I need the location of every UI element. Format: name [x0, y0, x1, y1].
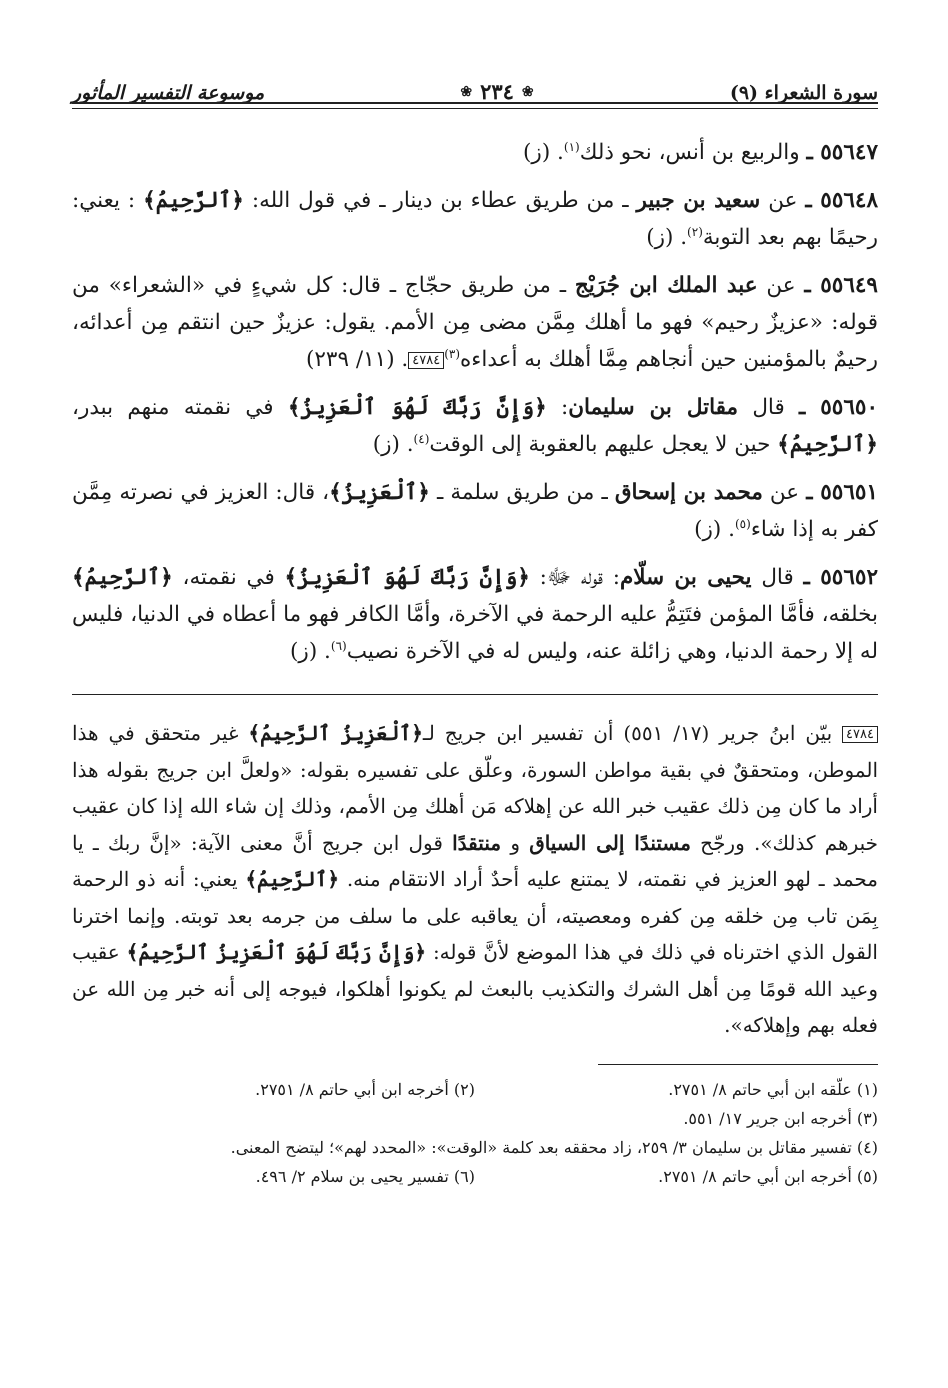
entry: ٥٥٦٤٨ ـ عن سعيد بن جبير ـ من طريق عطاء بن دينار ـ في قول الله: ﴿ٱلرَّحِيمُ﴾ : يعني: رحيمًا بهم بعد التوبة$^{(٢)}$. (ز) — [72, 188, 879, 250]
header-rule — [72, 102, 878, 104]
footnote: (١) علّقه ابن أبي حاتم ٨/ ٢٧٥١. — [668, 1079, 878, 1099]
footnote: (٤) تفسير مقاتل بن سليمان ٣/ ٢٥٩، زاد محققه بعد كلمة «الوقت»: «المحدد لهم»؛ ليتضح المعنى. — [230, 1137, 878, 1157]
entries-list — [72, 134, 878, 670]
note-reference-box: ٤٧٨٤ — [408, 352, 444, 369]
document-page — [72, 56, 878, 1346]
footnote-row — [72, 1075, 878, 1104]
book-title: موسوعة التفسير المأثور — [72, 82, 265, 104]
entry: ٥٥٦٤٩ ـ عن عبد الملك ابن جُرَيْج ـ من طريق حجّاج ـ قال: كل شيءٍ في «الشعراء» من قوله: «عزيزٌ رحيم» فهو ما أهلك مِمَّن مضى مِن الأمم. يقول: عزيزٌ حين انتقم مِن أعدائه، رحيمٌ بالمؤمنين حين أنجاهم مِمَّا أهلك به أعداءه$^{(٣)}$٤٧٨٤. (١١/ ٢٣٩) — [72, 273, 878, 372]
separator-rule — [72, 694, 878, 695]
ornament-icon: ❀ — [460, 83, 473, 100]
entry: ٥٥٦٤٧ ـ والربيع بن أنس، نحو ذلك$^{(١)}$. (ز) — [523, 139, 878, 165]
entry: ٥٥٦٥٠ ـ قال مقاتل بن سليمان: ﴿وَإِنَّ رَبَّكَ لَهُوَ ٱلْعَزِيزُ﴾ في نقمته منهم ببدر، ﴿ٱلرَّحِيمُ﴾ حين لا يعجل عليهم بالعقوبة إلى الوقت$^{(٤)}$. (ز) — [72, 395, 878, 457]
footnote: (٣) أخرجه ابن جرير ١٧/ ٥٥١. — [683, 1108, 878, 1128]
page-number: ٢٣٤ — [480, 79, 514, 104]
page-number-group — [460, 79, 533, 104]
note-reference-box: ٤٧٨٤ — [842, 726, 878, 743]
ornament-icon: ❀ — [521, 83, 534, 100]
footnote-separator — [598, 1064, 878, 1065]
footnote: (٢) أخرجه ابن أبي حاتم ٨/ ٢٧٥١. — [255, 1079, 475, 1099]
footnote: (٥) أخرجه ابن أبي حاتم ٨/ ٢٧٥١. — [658, 1166, 878, 1186]
entry: ٥٥٦٥١ ـ عن محمد بن إسحاق ـ من طريق سلمة ـ ﴿ٱلْعَزِيزُ﴾، قال: العزيز في نصرته مِمَّن كفر به إذا شاء$^{(٥)}$. (ز) — [72, 480, 878, 542]
footnote-row — [72, 1162, 878, 1191]
footnote: (٦) تفسير يحيى بن سلام ٢/ ٤٩٦. — [255, 1166, 475, 1186]
page-header — [72, 56, 878, 104]
commentary-note: ٤٧٨٤ بيّن ابنُ جرير (١٧/ ٥٥١) أن تفسير ابن جريج لـ﴿ٱلْعَزِيزُ ٱلرَّحِيمُ﴾ غير متحقق في هذا الموطن، ومتحققٌ في بقية مواطن السورة، وعلّق على تفسيره بقوله: «ولعلَّ ابن جريج بقوله هذا أراد ما كان مِن ذلك عقيب خبر الله عن إهلاكه مَن أهلك مِن الأمم، وذلك إن شاء الله إذا كان عقيب خبرهم كذلك». ورجّح مستندًا إلى السياق و منتقدًا قول ابن جريج أنَّ معنى الآية: «إنَّ ربك ـ يا محمد ـ لهو العزيز في نقمته، لا يمتنع عليه أحدٌ أراد الانتقام منه. ﴿ٱلرَّحِيمُ﴾ يعني: أنه ذو الرحمة بِمَن تاب مِن خلقه مِن كفره ومعصيته، أن يعاقبه على ما سلف من جرمه بعد توبته. وإنما اخترنا القول الذي اخترناه في ذلك في هذا الموضع لأنَّ قوله: ﴿وَإِنَّ رَبَّكَ لَهُوَ ٱلْعَزِيزُ ٱلرَّحِيمُ﴾ عقيب وعيد الله قومًا مِن أهل الشرك والتكذيب بالبعث لم يكونوا أهلكوا، فيوجه إلى أنه خبر مِن الله عن فعله بهم وإهلاكه». — [72, 721, 879, 1037]
entry: ٥٥٦٥٢ ـ قال يحيى بن سلّام: قوله ﷻ: ﴿وَإِنَّ رَبَّكَ لَهُوَ ٱلْعَزِيزُ﴾ في نقمته، ﴿ٱلرَّحِيمُ﴾ بخلقه، فأمَّا المؤمن فتَتِمُّ عليه الرحمة في الآخرة، وأمَّا الكافر فهو ما أعطاه في الدنيا، فليس له إلا رحمة الدنيا، وهي زائلة عنه، وليس له في الآخرة نصيب$^{(٦)}$. (ز) — [72, 565, 878, 664]
header-rule-thin — [72, 108, 878, 109]
surah-title: سورة الشعراء (٩) — [729, 82, 878, 104]
